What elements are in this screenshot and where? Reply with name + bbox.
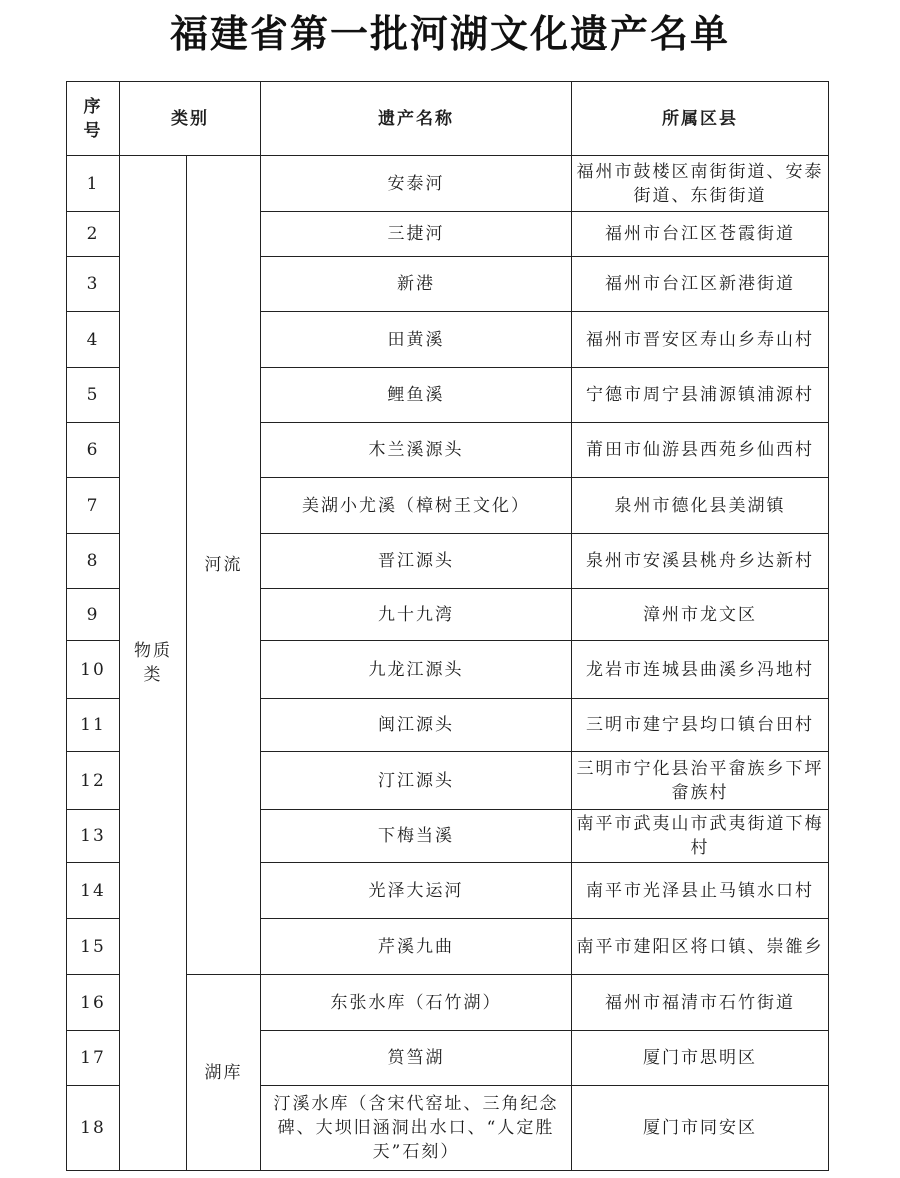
heritage-name: 木兰溪源头	[261, 423, 572, 478]
table-row	[67, 156, 829, 212]
row-number: 4	[67, 312, 120, 368]
heritage-name: 光泽大运河	[261, 863, 572, 919]
header-index: 序 号	[67, 82, 120, 156]
heritage-name: 鲤鱼溪	[261, 368, 572, 423]
district: 三明市建宁县均口镇台田村	[572, 699, 829, 752]
heritage-table	[66, 81, 829, 1171]
subcategory-rivers: 河流	[187, 156, 261, 975]
heritage-name: 筼筜湖	[261, 1031, 572, 1086]
district: 福州市台江区苍霞街道	[572, 212, 829, 257]
row-number: 14	[67, 863, 120, 919]
heritage-name: 田黄溪	[261, 312, 572, 368]
row-number: 8	[67, 534, 120, 589]
category-main: 物质 类	[120, 156, 187, 1171]
district: 南平市光泽县止马镇水口村	[572, 863, 829, 919]
district: 福州市福清市石竹街道	[572, 975, 829, 1031]
heritage-name: 闽江源头	[261, 699, 572, 752]
row-number: 6	[67, 423, 120, 478]
heritage-name: 汀溪水库（含宋代窑址、三角纪念碑、大坝旧涵洞出水口、“人定胜天”石刻）	[261, 1086, 572, 1171]
heritage-name: 芹溪九曲	[261, 919, 572, 975]
header-name: 遗产名称	[261, 82, 572, 156]
district: 三明市宁化县治平畲族乡下坪畲族村	[572, 752, 829, 810]
row-number: 13	[67, 810, 120, 863]
row-number: 17	[67, 1031, 120, 1086]
district: 龙岩市连城县曲溪乡冯地村	[572, 641, 829, 699]
district: 漳州市龙文区	[572, 589, 829, 641]
heritage-name: 三捷河	[261, 212, 572, 257]
heritage-name: 汀江源头	[261, 752, 572, 810]
district: 泉州市德化县美湖镇	[572, 478, 829, 534]
heritage-name: 新港	[261, 257, 572, 312]
table-header-row	[67, 82, 829, 156]
row-number: 9	[67, 589, 120, 641]
heritage-name: 晋江源头	[261, 534, 572, 589]
row-number: 15	[67, 919, 120, 975]
heritage-name: 下梅当溪	[261, 810, 572, 863]
district: 泉州市安溪县桃舟乡达新村	[572, 534, 829, 589]
row-number: 7	[67, 478, 120, 534]
row-number: 10	[67, 641, 120, 699]
row-number: 18	[67, 1086, 120, 1171]
district: 福州市台江区新港街道	[572, 257, 829, 312]
heritage-name: 东张水库（石竹湖）	[261, 975, 572, 1031]
heritage-name: 美湖小尤溪（樟树王文化）	[261, 478, 572, 534]
heritage-name: 安泰河	[261, 156, 572, 212]
district: 宁德市周宁县浦源镇浦源村	[572, 368, 829, 423]
district: 福州市晋安区寿山乡寿山村	[572, 312, 829, 368]
district: 南平市武夷山市武夷街道下梅村	[572, 810, 829, 863]
district: 厦门市同安区	[572, 1086, 829, 1171]
row-number: 3	[67, 257, 120, 312]
district: 莆田市仙游县西苑乡仙西村	[572, 423, 829, 478]
heritage-name: 九龙江源头	[261, 641, 572, 699]
district: 南平市建阳区将口镇、崇雒乡	[572, 919, 829, 975]
district: 福州市鼓楼区南街街道、安泰街道、东街街道	[572, 156, 829, 212]
row-number: 11	[67, 699, 120, 752]
row-number: 12	[67, 752, 120, 810]
row-number: 16	[67, 975, 120, 1031]
header-district: 所属区县	[572, 82, 829, 156]
subcategory-reservoirs: 湖库	[187, 975, 261, 1171]
row-number: 1	[67, 156, 120, 212]
row-number: 5	[67, 368, 120, 423]
header-category: 类别	[120, 82, 261, 156]
district: 厦门市思明区	[572, 1031, 829, 1086]
heritage-name: 九十九湾	[261, 589, 572, 641]
row-number: 2	[67, 212, 120, 257]
document-title: 福建省第一批河湖文化遗产名单	[169, 12, 730, 56]
